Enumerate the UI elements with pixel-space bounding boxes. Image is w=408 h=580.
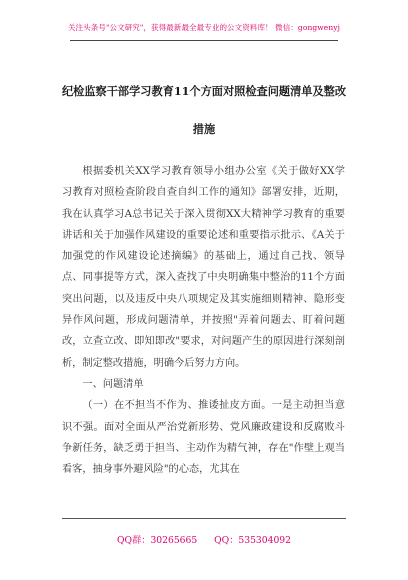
footer-qq-group: QQ群：30265665 — [117, 535, 198, 546]
footer-divider — [62, 518, 346, 519]
header-divider — [70, 40, 338, 41]
section-heading-problem-list: 一、问题清单 — [82, 378, 144, 390]
document-title: 纪检监察干部学习教育11个方面对照检查问题清单及整改 — [61, 84, 347, 98]
document-body — [62, 161, 345, 480]
body-paragraph: （一）在不担当不作为、推诿扯皮方面。一是主动担当意识不强。面对全面从严治党新形势、党风廉政建设和反腐败斗争新任务，缺乏勇于担当、主动作为精气神，存在"作壁上观当看客，抽身事外避风险"的心态，尤其在 — [62, 400, 345, 476]
header-note: 关注头条号"公文研究"，获得最新最全最专业的公文资料库！ 微信：gongwenyj — [67, 23, 341, 32]
footer-contact — [0, 532, 408, 546]
document-title-continued: 措施 — [192, 122, 216, 136]
footer-qq: QQ：535304092 — [214, 535, 291, 546]
intro-paragraph: 根据委机关XX学习教育领导小组办公室《关于做好XX学习教育对照检查阶段自查自纠工作的通知》部署安排，近期，我在认真学习A总书记关于深入贯彻XX大精神学习教育的重要讲话和关于加强作风建设的重要论述和重要指示批示、《A关于加强党的作风建设论述摘编》的基础上，通过自己找、领导点、同事提等方式，深入查找了中央明确集中整治的11个方面突出问题，以及违反中央八项规定及其实施细则精神、隐形变异作风问题，形成问题清单，并按照"弄着问题去、盯着问题改，立查立改、即知即改"要求，对问题产生的原因进行深刻剖析，制定整改措施，明确今后努力方向。 — [62, 166, 345, 369]
